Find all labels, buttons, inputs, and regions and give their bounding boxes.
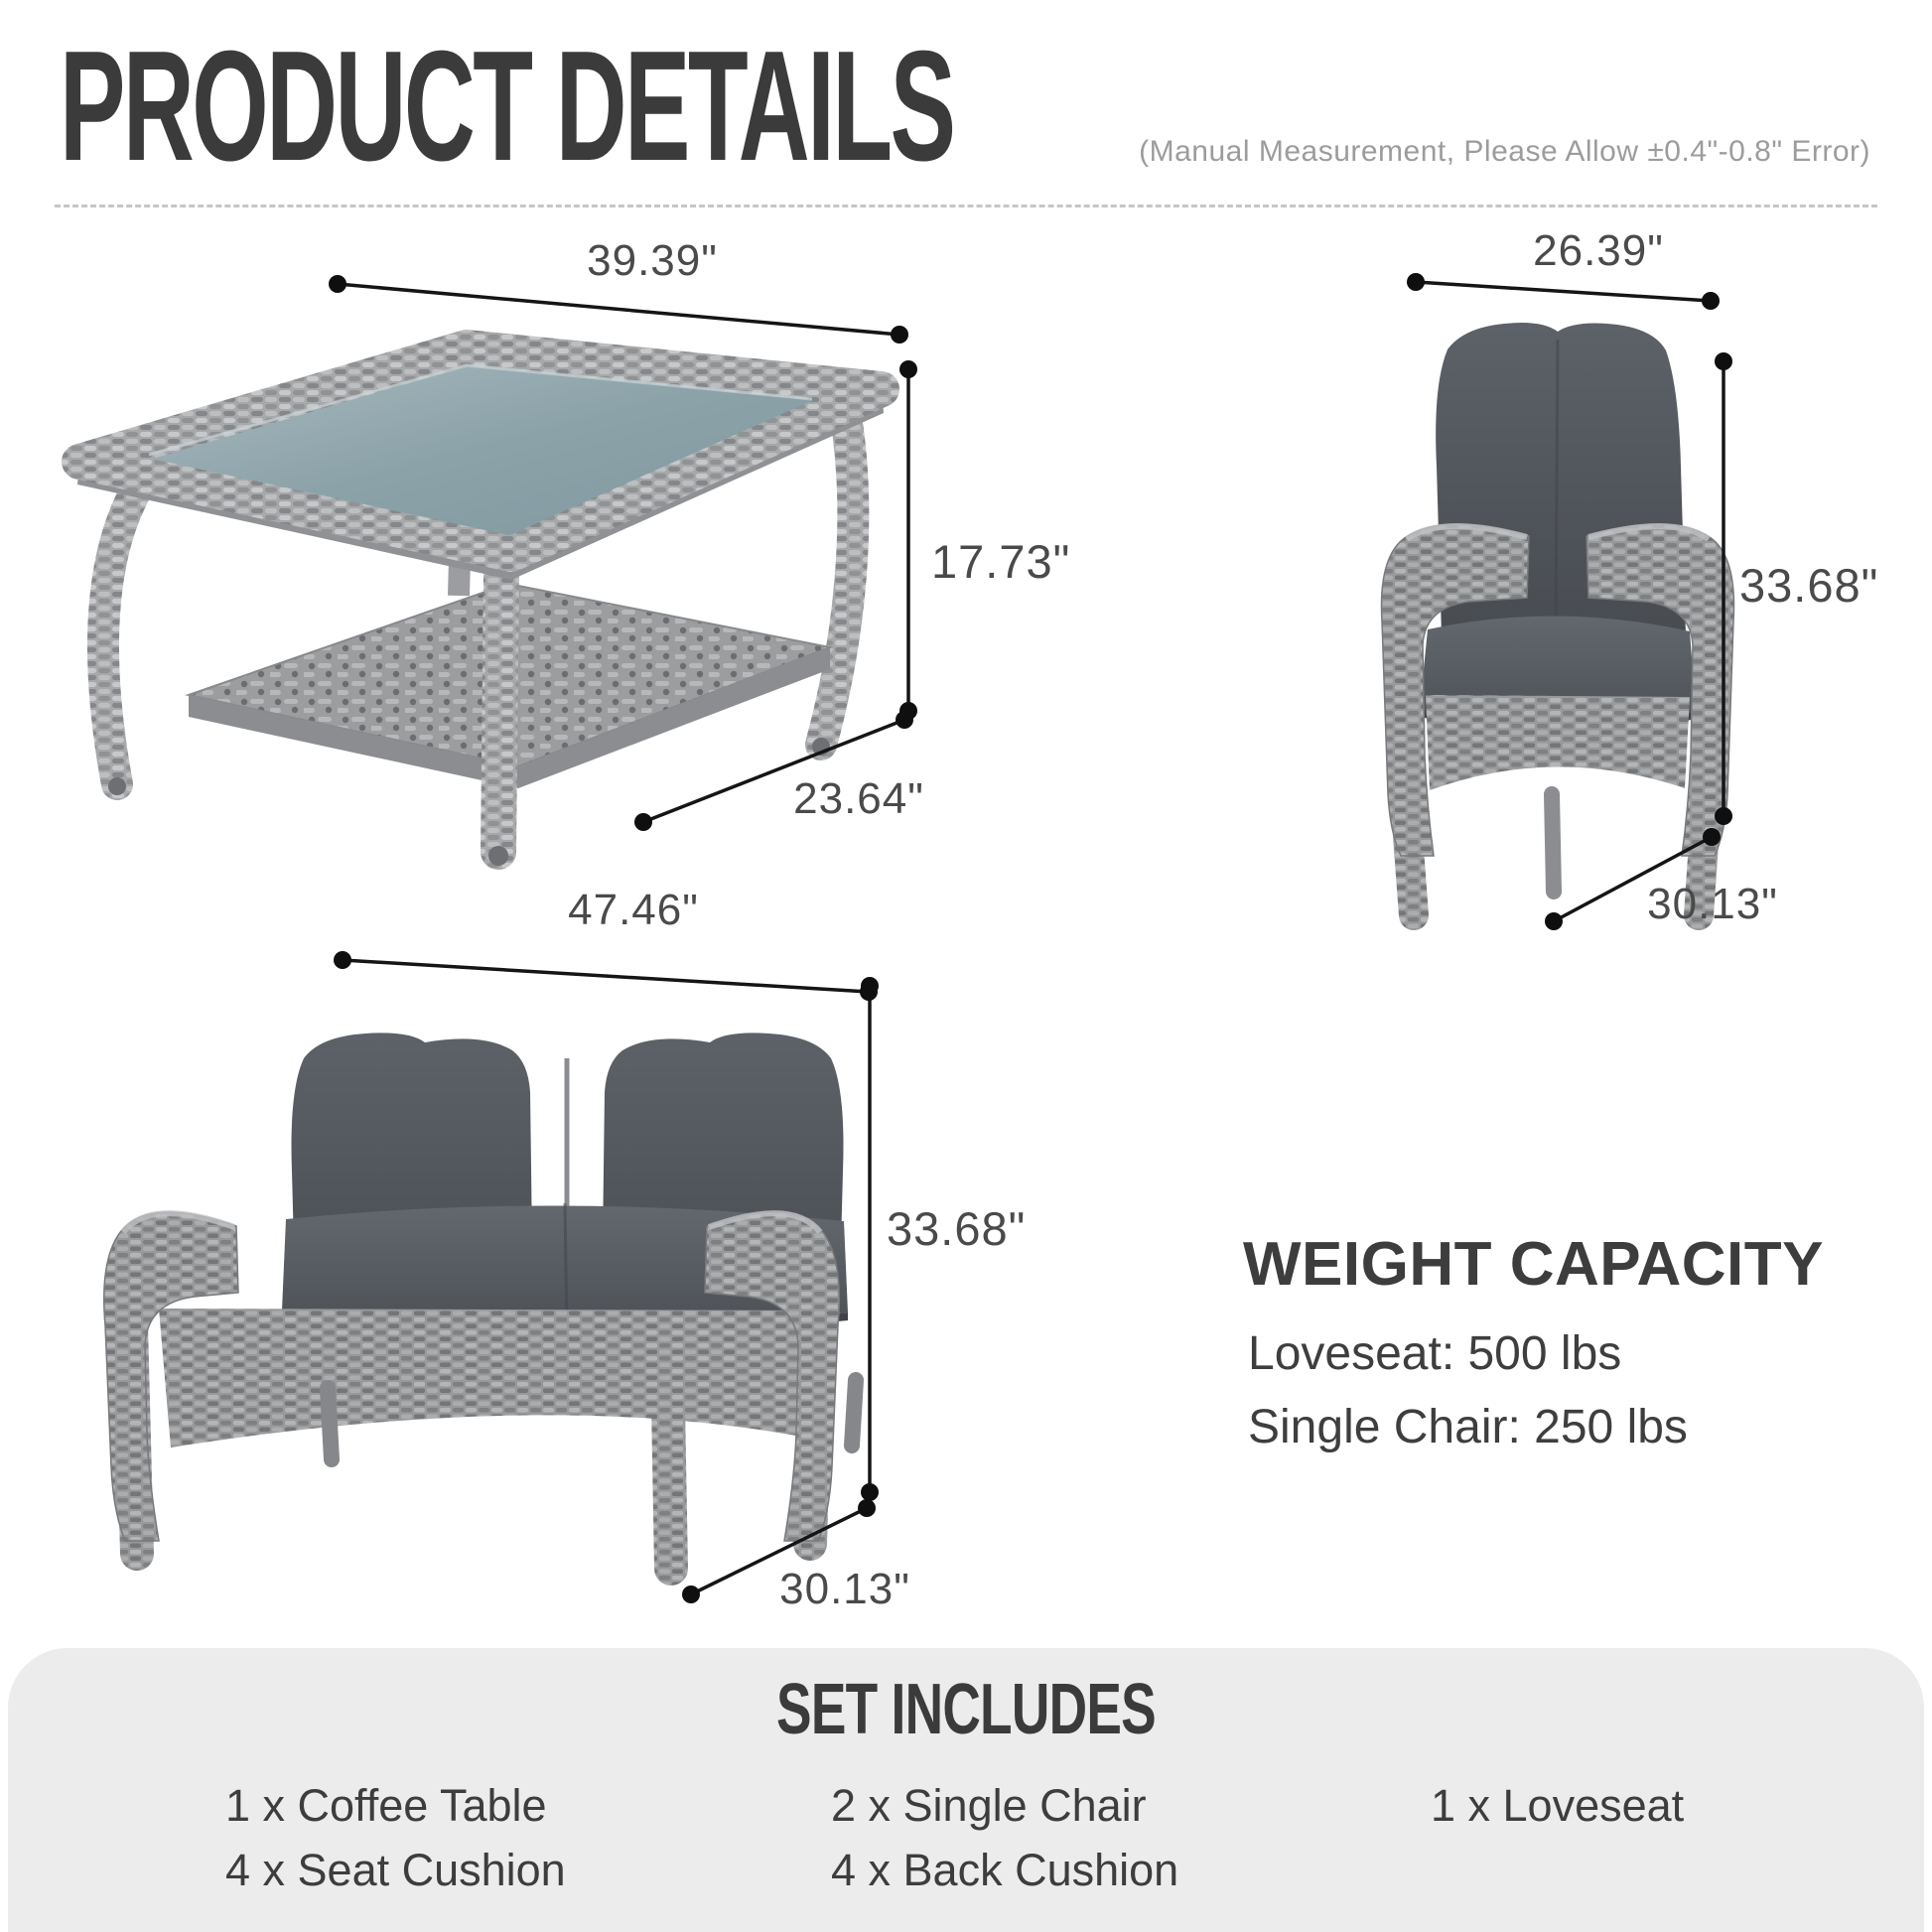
set-item-single-chair: 2 x Single Chair — [831, 1780, 1147, 1831]
set-includes-title: SET INCLUDES — [776, 1670, 1156, 1749]
single-chair-image — [1382, 323, 1734, 915]
set-item-coffee-table: 1 x Coffee Table — [225, 1780, 547, 1831]
loveseat-image — [104, 1033, 856, 1569]
page-title: PRODUCT DETAILS — [60, 19, 954, 194]
dim-label-coffee-table-depth: 23.64" — [793, 774, 924, 823]
weight-capacity-title: WEIGHT CAPACITY — [1243, 1230, 1824, 1299]
weight-capacity-loveseat: Loveseat: 500 lbs — [1248, 1327, 1622, 1380]
dim-label-loveseat-height: 33.68" — [887, 1202, 1027, 1255]
dim-label-loveseat-depth: 30.13" — [779, 1565, 910, 1613]
dim-label-coffee-table-height: 17.73" — [931, 535, 1071, 588]
set-item-back-cushion: 4 x Back Cushion — [831, 1845, 1179, 1895]
dim-label-loveseat-width: 47.46" — [568, 886, 699, 934]
dim-label-coffee-table-width: 39.39" — [587, 236, 718, 285]
dim-label-single-chair-height: 33.68" — [1739, 559, 1879, 612]
set-item-loveseat: 1 x Loveseat — [1431, 1780, 1685, 1831]
dim-label-single-chair-depth: 30.13" — [1647, 880, 1778, 928]
weight-capacity-single-chair: Single Chair: 250 lbs — [1248, 1401, 1688, 1453]
dim-label-single-chair-width: 26.39" — [1533, 226, 1664, 275]
measurement-note: (Manual Measurement, Please Allow ±0.4"-0.8" Error) — [1139, 135, 1870, 168]
set-item-seat-cushion: 4 x Seat Cushion — [225, 1845, 566, 1895]
